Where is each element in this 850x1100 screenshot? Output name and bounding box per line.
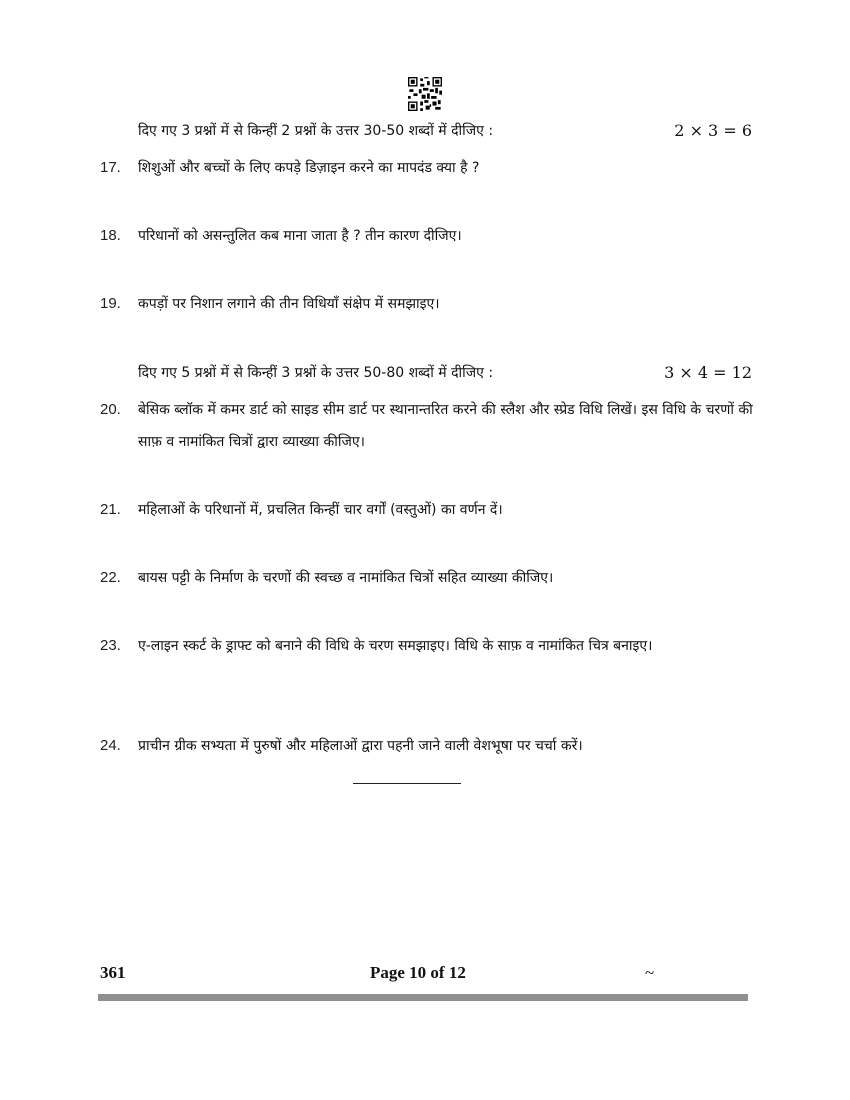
question-text: बायस पट्टी के निर्माण के चरणों की स्वच्छ व नामांकित चित्रों सहित व्याख्या कीजिए। xyxy=(138,570,554,586)
question-text: परिधानों को असन्तुलित कब माना जाता है ? तीन कारण दीजिए। xyxy=(138,228,462,244)
question-item xyxy=(100,562,755,594)
question-text: महिलाओं के परिधानों में, प्रचलित किन्हीं चार वर्गों (वस्तुओं) का वर्णन दें। xyxy=(138,502,503,518)
question-number: 20. xyxy=(100,401,121,418)
question-item xyxy=(100,394,755,458)
question-item xyxy=(100,730,755,762)
question-text: ए-लाइन स्कर्ट के ड्राफ्ट को बनाने की विधि के चरण समझाइए। विधि के साफ़ व नामांकित चित्र बनाइए। xyxy=(138,638,653,654)
question-item xyxy=(100,152,755,184)
question-number: 17. xyxy=(100,159,121,176)
question-number: 18. xyxy=(100,227,121,244)
question-item xyxy=(100,220,755,252)
section-instruction: दिए गए 5 प्रश्नों में से किन्हीं 3 प्रश्नों के उत्तर 50-80 शब्दों में दीजिए : xyxy=(138,365,494,381)
question-item xyxy=(100,494,755,526)
paper-code: 361 xyxy=(100,963,126,982)
question-number: 24. xyxy=(100,737,121,754)
question-text: शिशुओं और बच्चों के लिए कपड़े डिज़ाइन करने का मापदंड क्या है ? xyxy=(138,160,480,176)
question-number: 22. xyxy=(100,569,121,586)
question-text: बेसिक ब्लॉक में कमर डार्ट को साइड सीम डार्ट पर स्थानान्तरित करने की स्लैश और स्प्रेड विधि लिखें। इस विधि के चरणों की साफ़ व नामांकित चित्रों द्वारा व्याख्या कीजिए। xyxy=(138,402,753,450)
question-number: 23. xyxy=(100,637,121,654)
question-number: 21. xyxy=(100,501,121,518)
question-text: कपड़ों पर निशान लगाने की तीन विधियाँ संक्षेप में समझाइए। xyxy=(138,296,440,312)
footer-mark: ~ xyxy=(645,963,655,982)
question-number: 19. xyxy=(100,295,121,312)
question-item xyxy=(100,288,755,320)
question-item xyxy=(100,630,755,662)
page-number: Page 10 of 12 xyxy=(370,963,466,982)
end-divider xyxy=(353,783,461,784)
question-text: प्राचीन ग्रीक सभ्यता में पुरुषों और महिलाओं द्वारा पहनी जाने वाली वेशभूषा पर चर्चा करें। xyxy=(138,738,583,754)
section-header xyxy=(138,362,752,384)
section-marks: 3 × 4 = 12 xyxy=(664,363,752,382)
footer-bar xyxy=(98,994,748,1001)
qr-code-icon xyxy=(408,77,442,111)
section-instruction: दिए गए 3 प्रश्नों में से किन्हीं 2 प्रश्नों के उत्तर 30-50 शब्दों में दीजिए : xyxy=(138,123,494,139)
section-header xyxy=(138,120,752,142)
section-marks: 2 × 3 = 6 xyxy=(674,121,752,140)
